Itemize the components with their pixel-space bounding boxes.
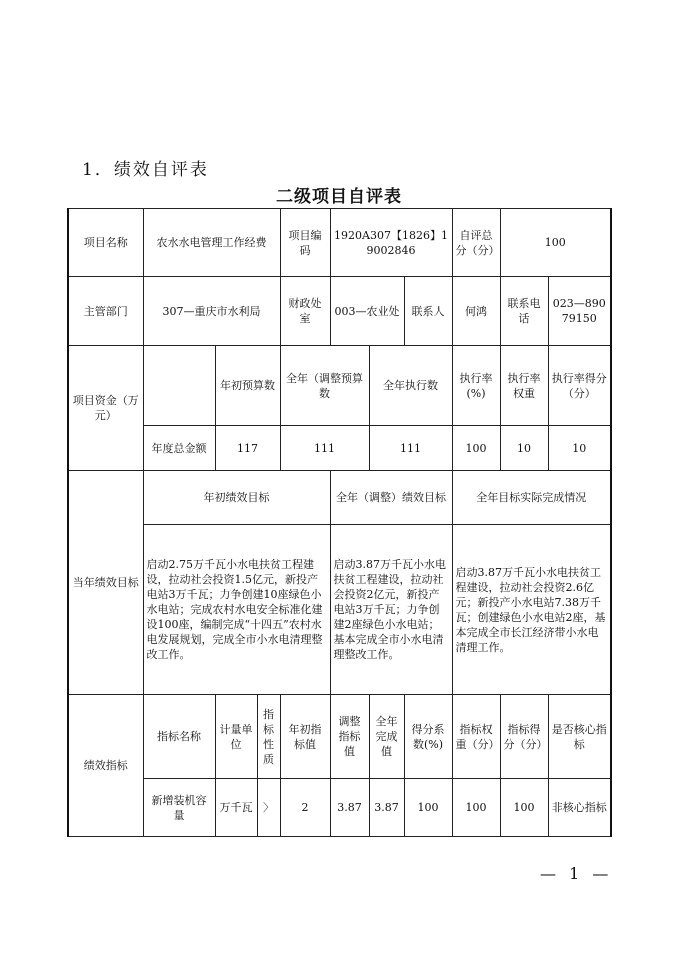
indicator-score-coef: 100 — [404, 779, 452, 837]
funds-label: 项目资金（万元） — [68, 346, 143, 471]
section-heading: 1．绩效自评表 — [82, 160, 209, 180]
contact-label: 联系人 — [404, 277, 452, 346]
indicator-adjusted-value: 3.87 — [330, 779, 369, 837]
indicator-unit: 万千瓦 — [215, 779, 257, 837]
indicator-score-coef-header: 得分系数(%) — [404, 695, 452, 779]
indicator-core: 非核心指标 — [548, 779, 611, 837]
indicator-core-header: 是否核心指标 — [548, 695, 611, 779]
goals-adjusted-header: 全年（调整）绩效目标 — [330, 471, 452, 525]
table-row — [68, 779, 611, 837]
self-evaluation-table — [67, 208, 612, 837]
funds-exec-rate-header: 执行率(%) — [452, 346, 500, 426]
funds-exec-rate-weight-header: 执行率权重 — [500, 346, 548, 426]
finance-office-label: 财政处室 — [280, 277, 330, 346]
indicator-unit-header: 计量单位 — [215, 695, 257, 779]
project-name-label: 项目名称 — [68, 209, 143, 277]
indicators-label: 绩效指标 — [68, 695, 143, 837]
dept-value: 307—重庆市水利局 — [143, 277, 280, 346]
self-score-value: 100 — [500, 209, 611, 277]
row-indicators-header — [68, 695, 611, 779]
page-number: — 1 — — [540, 864, 613, 883]
indicator-weight: 100 — [452, 779, 500, 837]
indicator-score: 100 — [500, 779, 548, 837]
funds-exec-rate-weight-value: 10 — [500, 426, 548, 471]
goals-initial-header: 年初绩效目标 — [143, 471, 330, 525]
indicator-completed-value: 3.87 — [369, 779, 404, 837]
table-title: 二级项目自评表 — [276, 187, 402, 207]
row-project-name — [68, 209, 611, 277]
contact-value: 何鸿 — [452, 277, 500, 346]
funds-empty-cell — [143, 346, 215, 426]
indicator-nature: 〉 — [257, 779, 280, 837]
dept-label: 主管部门 — [68, 277, 143, 346]
row-funds-values — [68, 426, 611, 471]
indicator-score-header: 指标得分（分） — [500, 695, 548, 779]
goals-adjusted-text: 启动3.87万千瓦小水电扶贫工程建设，拉动社会投资2亿元，新投产电站3万千瓦；力争创建2座绿色小水电站；基本完成全市小水电清理整改工作。 — [330, 525, 452, 695]
goals-initial-text: 启动2.75万千瓦小水电扶贫工程建设，拉动社会投资1.5亿元，新投产电站3万千瓦；力争创建10座绿色小水电站；完成农村水电安全标准化建设100座，编制完成“十四五”农村水电发展规划，完成全市小水电清理整改工作。 — [143, 525, 330, 695]
funds-exec-rate-value: 100 — [452, 426, 500, 471]
funds-exec-rate-score-value: 10 — [548, 426, 611, 471]
funds-adjusted-budget-value: 111 — [280, 426, 369, 471]
indicator-completed-value-header: 全年完成值 — [369, 695, 404, 779]
row-department — [68, 277, 611, 346]
goals-label: 当年绩效目标 — [68, 471, 143, 695]
funds-exec-rate-score-header: 执行率得分（分） — [548, 346, 611, 426]
funds-row-label: 年度总金额 — [143, 426, 215, 471]
funds-initial-budget-header: 年初预算数 — [215, 346, 280, 426]
indicator-name: 新增装机容量 — [143, 779, 215, 837]
indicator-adjusted-value-header: 调整指标值 — [330, 695, 369, 779]
finance-office-value: 003—农业处 — [330, 277, 404, 346]
indicator-weight-header: 指标权重（分） — [452, 695, 500, 779]
row-goals-text — [68, 525, 611, 695]
row-funds-header — [68, 346, 611, 426]
indicator-initial-value-header: 年初指标值 — [280, 695, 330, 779]
funds-executed-value: 111 — [369, 426, 452, 471]
goals-actual-text: 启动3.87万千瓦小水电扶贫工程建设，拉动社会投资2.6亿元；新投产小水电站7.38万千瓦；创建绿色小水电站2座，基本完成全市长江经济带小水电清理工作。 — [452, 525, 611, 695]
phone-label: 联系电话 — [500, 277, 548, 346]
row-goals-header — [68, 471, 611, 525]
self-score-label: 自评总分（分） — [452, 209, 500, 277]
project-name-value: 农水水电管理工作经费 — [143, 209, 280, 277]
funds-adjusted-budget-header: 全年（调整预算数 — [280, 346, 369, 426]
goals-actual-header: 全年目标实际完成情况 — [452, 471, 611, 525]
funds-executed-header: 全年执行数 — [369, 346, 452, 426]
project-code-label: 项目编码 — [280, 209, 330, 277]
indicator-initial-value: 2 — [280, 779, 330, 837]
phone-value: 023—89079150 — [548, 277, 611, 346]
indicator-name-header: 指标名称 — [143, 695, 215, 779]
project-code-value: 1920A307【1826】19002846 — [330, 209, 452, 277]
indicator-nature-header: 指标性质 — [257, 695, 280, 779]
funds-initial-budget-value: 117 — [215, 426, 280, 471]
